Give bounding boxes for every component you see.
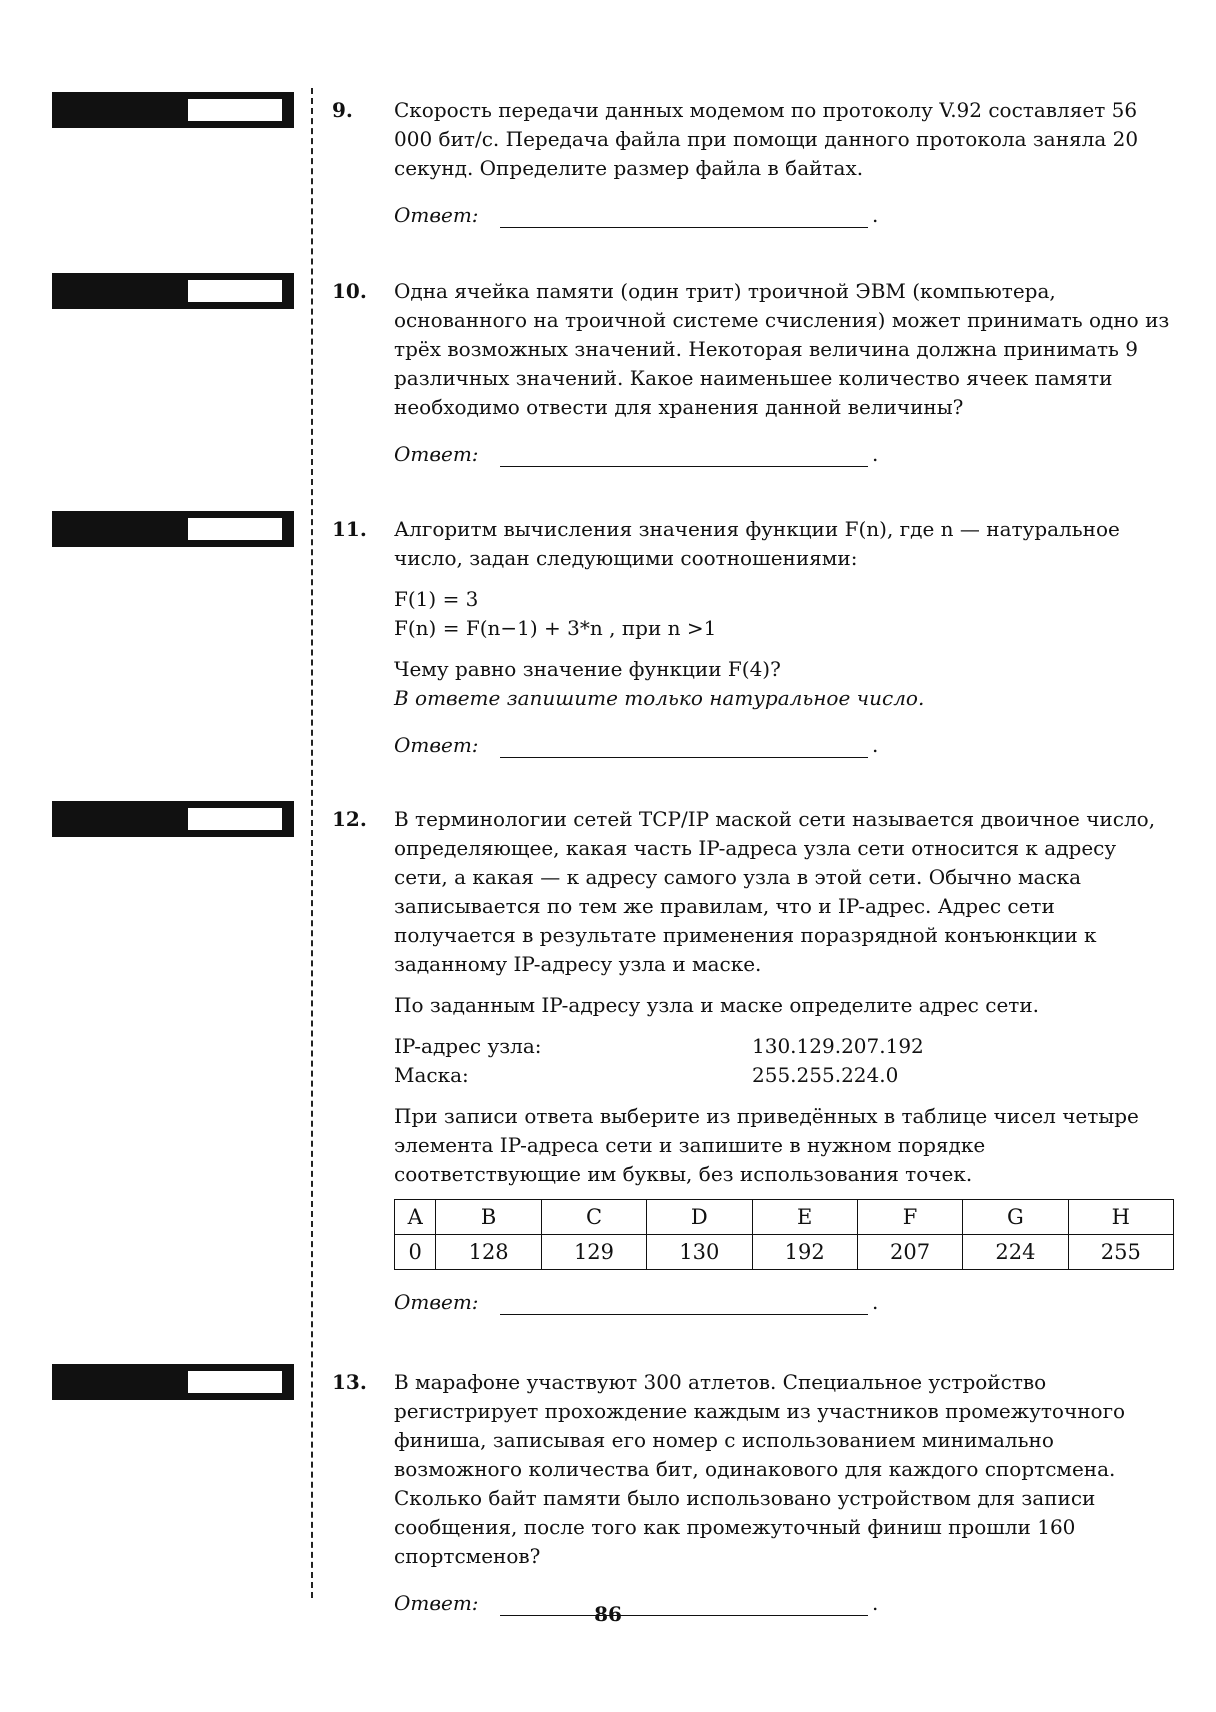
page-number: 86	[594, 1602, 622, 1626]
answer-dot: .	[872, 203, 879, 227]
answer-dot: .	[872, 442, 879, 466]
formula: F(1) = 3	[394, 587, 479, 611]
task-question: По заданным IP-адресу узла и маске определите адрес сети.	[394, 993, 1040, 1017]
table-row-values	[395, 1235, 1174, 1270]
table-cell: A	[395, 1200, 436, 1235]
task-text: Скорость передачи данных модемом по протоколу V.92 составляет 56 000 бит/с. Передача файла при помощи данного протокола заняла 20 секунд. Определите размер файла в байтах.	[394, 98, 1139, 180]
cut-line	[311, 88, 313, 1598]
task-9	[332, 96, 1172, 231]
task-text: Одна ячейка памяти (один трит) троичной ЭВМ (компьютера, основанного на троичной системе счисления) может принимать одно из трёх возможных значений. Некоторая величина должна принимать 9 различных значений. Какое наименьшее количество ячеек памяти необходимо отвести для хранения данной величины?	[394, 279, 1170, 419]
table-cell: B	[436, 1200, 541, 1235]
table-cell: 224	[963, 1235, 1068, 1270]
task-11	[332, 515, 1172, 761]
options-table	[394, 1199, 1174, 1270]
mask-value: 255.255.224.0	[752, 1063, 899, 1087]
answer-label: Ответ:	[394, 1591, 479, 1615]
table-cell: 207	[857, 1235, 962, 1270]
task-text: В терминологии сетей TCP/IP маской сети называется двоичное число, определяющее, какая часть IP-адреса узла сети относится к адресу сети, а какая — к адресу самого узла в этой сети. Обычно маска записывается по тем же правилам, что и IP-адрес. Адрес сети получается в результате применения поразрядной конъюнкции к заданному IP-адресу узла и маске.	[394, 807, 1156, 976]
mask-row	[394, 1061, 1172, 1090]
table-cell: 128	[436, 1235, 541, 1270]
table-cell: H	[1068, 1200, 1173, 1235]
table-cell: 255	[1068, 1235, 1173, 1270]
table-cell: G	[963, 1200, 1068, 1235]
task-question: Чему равно значение функции F(4)?	[394, 657, 781, 681]
table-cell: 129	[541, 1235, 646, 1270]
answer-line[interactable]	[500, 466, 868, 467]
answer-label: Ответ:	[394, 442, 479, 466]
table-cell: 130	[647, 1235, 752, 1270]
answer-box-tab-13	[52, 1364, 294, 1400]
answer-label: Ответ:	[394, 1290, 479, 1314]
task-note: В ответе запишите только натуральное число.	[394, 686, 925, 710]
answer-box	[188, 280, 282, 302]
task-number: 13.	[332, 1370, 367, 1394]
answer-box	[188, 518, 282, 540]
task-number: 11.	[332, 517, 367, 541]
answer-row	[394, 731, 1172, 761]
answer-dot: .	[872, 1290, 879, 1314]
table-cell: F	[857, 1200, 962, 1235]
mask-label: Маска:	[394, 1063, 469, 1087]
ip-value: 130.129.207.192	[752, 1034, 924, 1058]
answer-row	[394, 440, 1172, 470]
table-cell: 192	[752, 1235, 857, 1270]
answer-box-tab-9	[52, 92, 294, 128]
table-cell: 0	[395, 1235, 436, 1270]
answer-row	[394, 201, 1172, 231]
answer-row	[394, 1288, 1172, 1318]
ip-label: IP-адрес узла:	[394, 1034, 542, 1058]
task-13	[332, 1368, 1172, 1619]
answer-box	[188, 1371, 282, 1393]
answer-box-tab-10	[52, 273, 294, 309]
answer-box	[188, 808, 282, 830]
answer-dot: .	[872, 733, 879, 757]
answer-line[interactable]	[500, 1314, 868, 1315]
answer-box	[188, 99, 282, 121]
task-number: 10.	[332, 279, 367, 303]
table-cell: D	[647, 1200, 752, 1235]
ip-row	[394, 1032, 1172, 1061]
table-row-letters	[395, 1200, 1174, 1235]
table-cell: E	[752, 1200, 857, 1235]
answer-line[interactable]	[500, 227, 868, 228]
answer-box-tab-11	[52, 511, 294, 547]
task-number: 9.	[332, 98, 353, 122]
task-instruction: При записи ответа выберите из приведённых в таблице чисел четыре элемента IP-адреса сети и запишите в нужном порядке соответствующие им буквы, без использования точек.	[394, 1104, 1139, 1186]
task-number: 12.	[332, 807, 367, 831]
task-10	[332, 277, 1172, 470]
answer-label: Ответ:	[394, 733, 479, 757]
answer-label: Ответ:	[394, 203, 479, 227]
answer-dot: .	[872, 1591, 879, 1615]
answer-box-tab-12	[52, 801, 294, 837]
formula: F(n) = F(n−1) + 3*n , при n >1	[394, 616, 717, 640]
task-12	[332, 805, 1172, 1318]
task-text: Алгоритм вычисления значения функции F(n), где n — натуральное число, задан следующими соотношениями:	[394, 517, 1120, 570]
task-text: В марафоне участвуют 300 атлетов. Специальное устройство регистрирует прохождение каждым из участников промежуточного финиша, записывая его номер с использованием минимально возможного количества бит, одинакового для каждого спортсмена. Сколько байт памяти было использовано устройством для записи сообщения, после того как промежуточный финиш прошли 160 спортсменов?	[394, 1370, 1126, 1568]
answer-line[interactable]	[500, 757, 868, 758]
table-cell: C	[541, 1200, 646, 1235]
